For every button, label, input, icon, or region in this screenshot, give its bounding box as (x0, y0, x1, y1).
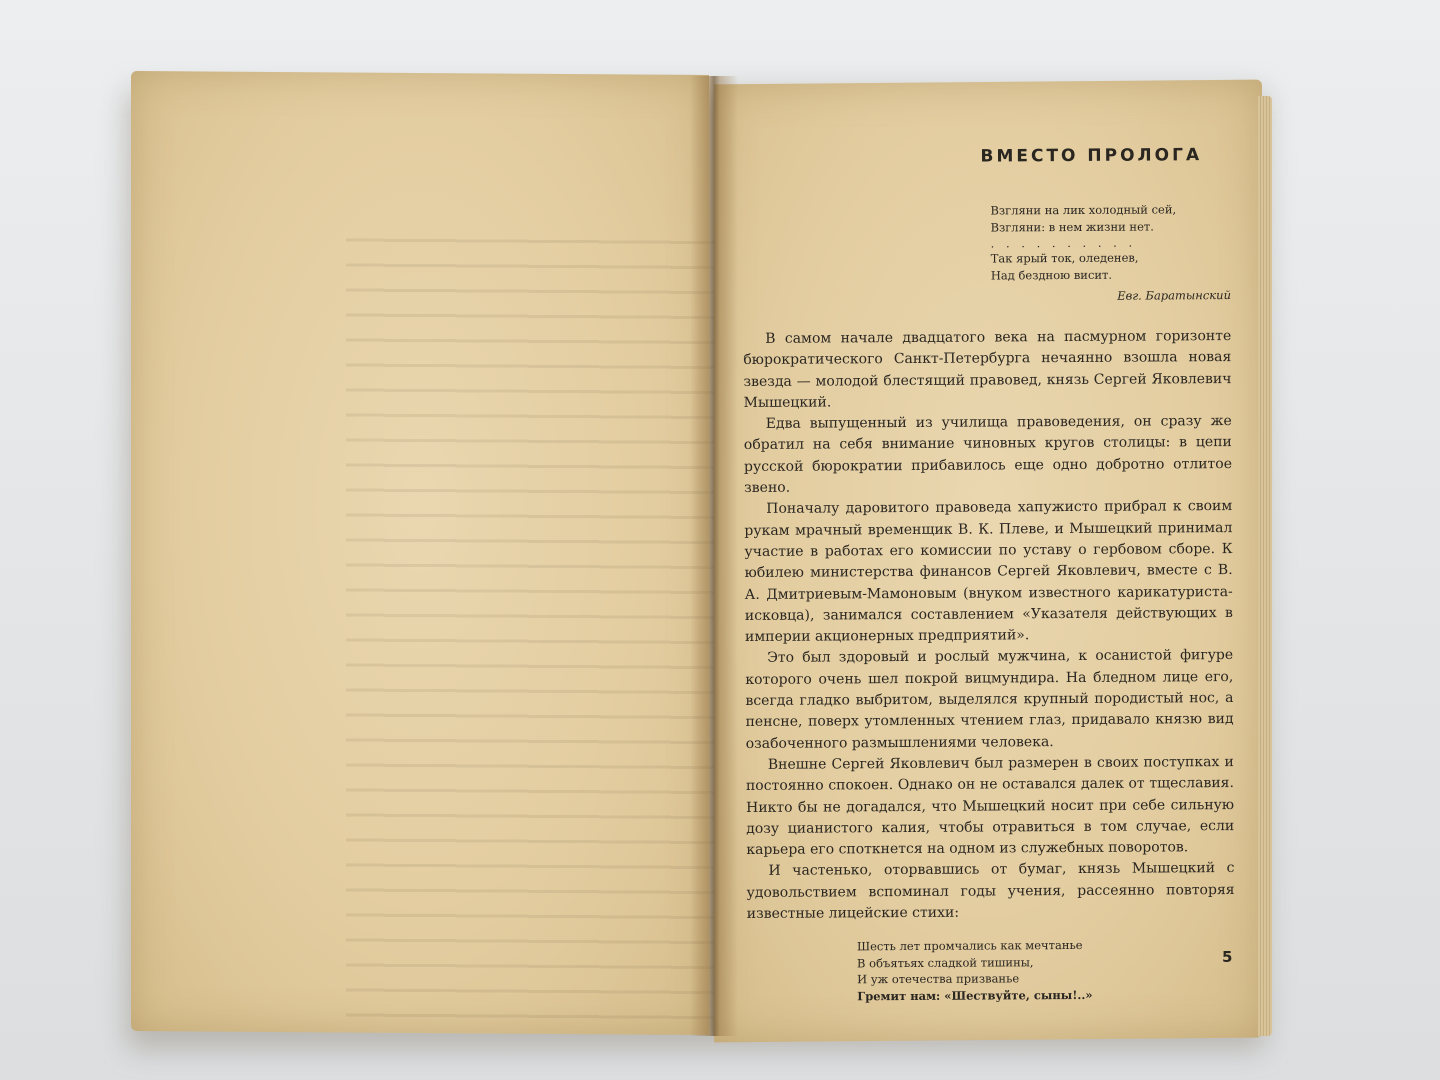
chapter-title: ВМЕСТО ПРОЛОГА (980, 145, 1203, 167)
body-text (743, 326, 1235, 925)
epigraph-ellipsis: . . . . . . . . . . (990, 235, 1137, 251)
epigraph-line: Взгляни: в нем жизни нет. (990, 219, 1154, 235)
poem-line: Шесть лет промчались как мечтанье (856, 938, 1083, 954)
paragraph: Едва выпущенный из училища правоведения, он сразу же обратил на себя внимание чиновных кругов столицы: в цепи русской бюрократии прибавилось еще одно добротно отлитое звено. (743, 413, 1233, 497)
epigraph-line: Так ярый ток, оледенев, (990, 250, 1139, 266)
epigraph-line: Взгляни на лик холодный сей, (990, 202, 1177, 218)
poem-line: В объятьях сладкой тишины, (856, 955, 1034, 971)
right-page-text (742, 137, 1235, 1005)
left-page (131, 71, 709, 1035)
poem (857, 936, 1235, 1004)
paragraph: Поначалу даровитого правоведа хапужисто прибрал к своим рукам мрачный временщик В. К. Плеве, и Мышецкий принимал участие в работах его комиссии по уставу о гербовом сборе. К юбилею министерства финансов Сергей Яковлевич, вместе с В. А. Дмитриевым-Мамоновым (внуком известного карикатуриста-исковца), занимался составлением «Указателя действующих в империи акционерных предприятий». (744, 498, 1233, 646)
page-number: 5 (1222, 948, 1233, 966)
poem-line: Гремит нам: «Шествуйте, сыны!..» (857, 987, 1093, 1004)
epigraph-line: Над бездною висит. (990, 267, 1113, 283)
paragraph: Это был здоровый и рослый мужчина, к осанистой фигуре которого очень шел покрой вицмундира. На бледном лице его, всегда гладко выбритом, выделялся крупный породистый нос, а пенсне, поверх утомленных чтением глаз, придавало князю вид озабоченного размышлениями человека. (745, 647, 1234, 752)
paragraph: И частенько, оторвавшись от бумаг, князь Мышецкий с удовольствием вспоминал годы учения, рассеянно повторяя известные лицейские стихи: (746, 860, 1235, 923)
poem-line: И уж отечества призванье (857, 971, 1020, 987)
page-edges (1258, 96, 1272, 1036)
epigraph (990, 201, 1231, 305)
paragraph: В самом начале двадцатого века на пасмурном горизонте бюрократического Санкт-Петербурга нечаянно взошла новая звезда — молодой блестящий правовед, князь Сергей Яковлевич Мышецкий. (743, 328, 1232, 411)
epigraph-author: Евг. Баратынский (1117, 288, 1231, 303)
paragraph: Внешне Сергей Яковлевич был размерен в своих поступках и постоянно спокоен. Однако он не оставался далек от тщеславия. Никто бы не догадался, что Мышецкий носит при себе сильную дозу цианистого калия, чтобы отравиться в том случае, если карьера его споткнется на одном из служебных поворотов. (745, 753, 1235, 859)
book-gutter (690, 76, 738, 1036)
